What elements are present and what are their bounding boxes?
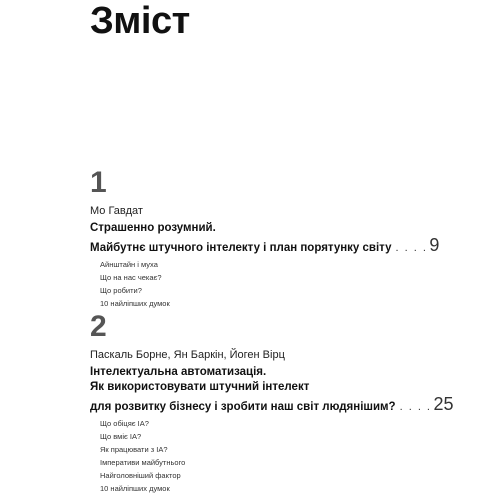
- page-number: 25: [433, 394, 454, 414]
- subsection-item[interactable]: Айнштайн і муха: [100, 260, 158, 269]
- section-title-line: Як використовувати штучний інтелект: [90, 381, 310, 393]
- subsection-item[interactable]: Імперативи майбутнього: [100, 458, 186, 467]
- section-title-line: для розвитку бізнесу і зробити наш світ людянішим?: [90, 401, 396, 413]
- section-number: 2: [90, 310, 107, 343]
- subsection-item[interactable]: Що вміє ІА?: [100, 432, 142, 441]
- section-title-line: Майбутнє штучного інтелекту і план порятунку світу: [90, 242, 392, 254]
- toc-section-2: [90, 310, 454, 495]
- section-authors: Мо Гавдат: [90, 205, 143, 217]
- subsection-item[interactable]: Що обіцяє ІА?: [100, 419, 149, 428]
- dot-leader: . . . .: [395, 242, 428, 254]
- subsection-item[interactable]: 10 найліпших думок: [100, 484, 170, 493]
- toc-section-1: [90, 166, 440, 310]
- section-title-line: Інтелектуальна автоматизація.: [90, 366, 267, 378]
- section-title-entry[interactable]: [90, 235, 440, 255]
- page-number: 9: [429, 235, 440, 255]
- subsection-list: [100, 417, 420, 495]
- subsection-item[interactable]: Що на нас чекає?: [100, 273, 162, 282]
- page-title: Зміст: [90, 0, 190, 42]
- section-title-entry[interactable]: [90, 394, 454, 414]
- section-title-line: Страшенно розумний.: [90, 222, 216, 234]
- section-authors: Паскаль Борне, Ян Баркін, Йоген Вірц: [90, 349, 285, 361]
- subsection-item[interactable]: Як працювати з ІА?: [100, 445, 168, 454]
- subsection-item[interactable]: Що робити?: [100, 286, 142, 295]
- subsection-item[interactable]: 10 найліпших думок: [100, 299, 170, 308]
- dot-leader: . . . .: [399, 401, 432, 413]
- subsection-item[interactable]: Найголовніший фактор: [100, 471, 181, 480]
- subsection-list: [100, 258, 420, 310]
- section-number: 1: [90, 166, 107, 199]
